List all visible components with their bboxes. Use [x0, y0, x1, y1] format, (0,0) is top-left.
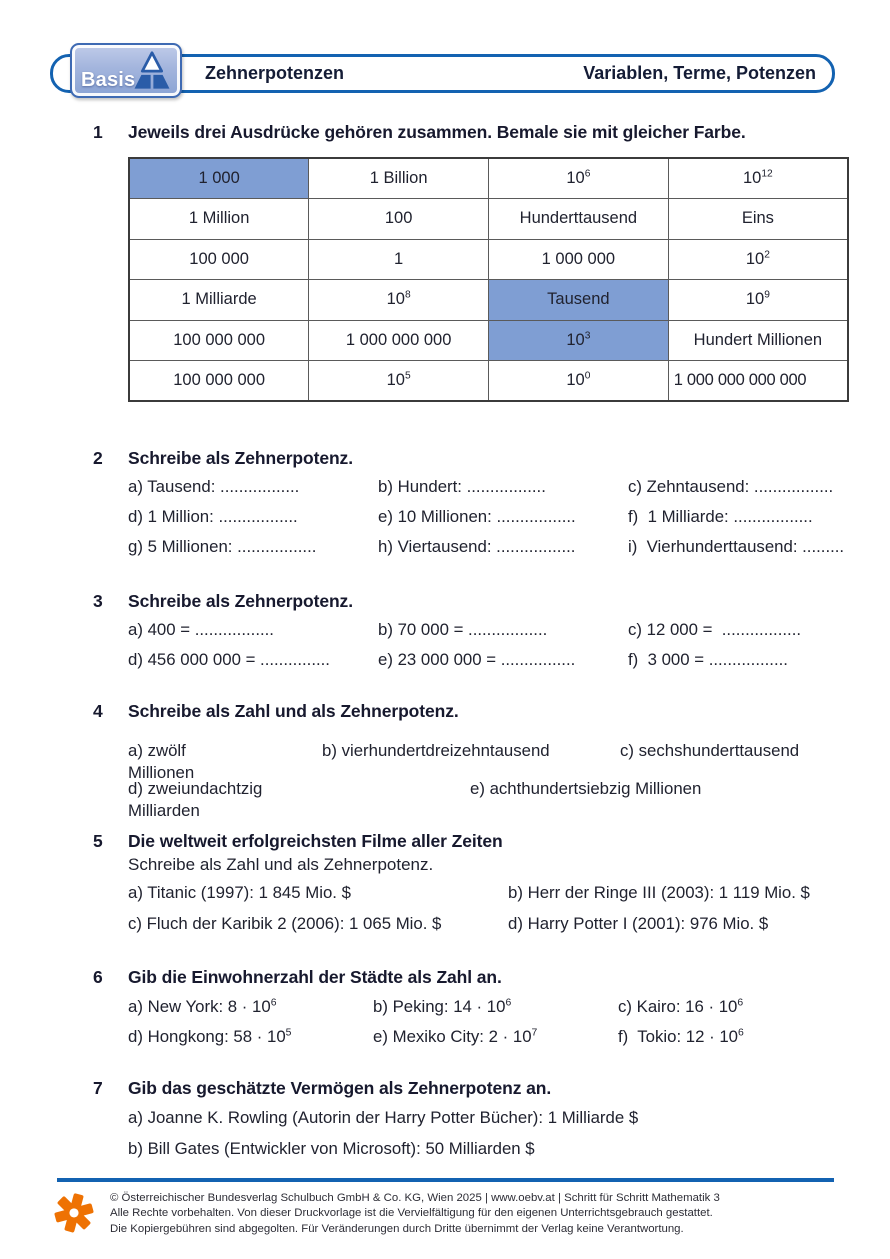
- exercise-item: c) sechshunderttausend: [620, 741, 800, 760]
- exercise-row: [128, 997, 743, 1017]
- exercise-row: [128, 537, 844, 557]
- table-cell: $10^9$: [668, 280, 848, 321]
- pyramid-icon: [129, 50, 175, 96]
- exercise-item: a) Joanne K. Rowling (Autorin der Harry Potter Bücher): 1 Milliarde $: [128, 1108, 639, 1127]
- exercise-row: [128, 914, 768, 934]
- task-number: 4: [93, 701, 103, 721]
- exercise-item: b) Herr der Ringe III (2003): 1 119 Mio. $: [508, 883, 810, 902]
- table-cell: 100 000: [129, 239, 309, 280]
- oebv-asterisk-logo-icon: [52, 1189, 96, 1235]
- table-cell: 1: [309, 239, 489, 280]
- table-cell: 100: [309, 199, 489, 240]
- exercise-item: d) 1 Million: .................: [128, 507, 298, 526]
- table-cell: 100 000 000: [129, 320, 309, 361]
- exercise-item: a) 400 = .................: [128, 620, 274, 639]
- table-cell: Eins: [668, 199, 848, 240]
- footer-line: © Österreichischer Bundesverlag Schulbuch GmbH & Co. KG, Wien 2025 | www.oebv.at | Schritt für Schritt Mathematik 3: [110, 1192, 720, 1204]
- task-number: 6: [93, 967, 103, 987]
- table-cell: $10^0$: [489, 361, 669, 402]
- footer-copyright: [110, 1191, 720, 1237]
- exercise-row: [128, 779, 701, 799]
- table-row: [129, 361, 848, 402]
- task-number: 5: [93, 831, 103, 851]
- exercise-item: g) 5 Millionen: .................: [128, 537, 317, 556]
- exercise-item-wrap: Milliarden: [128, 801, 200, 820]
- exercise-row: [128, 650, 788, 670]
- task-number: 1: [93, 122, 103, 142]
- exercise-item: a) New York: $8 \cdot 10^6$: [128, 997, 277, 1016]
- task-title: Schreibe als Zehnerpotenz.: [128, 448, 353, 468]
- table-cell: 1 000 000 000 000: [668, 361, 848, 402]
- exercise-item: d) zweiundachtzig: [128, 779, 263, 798]
- exercise-item: c) Fluch der Karibik 2 (2006): 1 065 Mio. $: [128, 914, 442, 933]
- exercise-row: [128, 620, 801, 640]
- exercise-item-wrap: Millionen: [128, 763, 195, 782]
- table-row: [129, 158, 848, 199]
- exercise-item: a) Titanic (1997): 1 845 Mio. $: [128, 883, 351, 902]
- table-row: [129, 239, 848, 280]
- exercise-item: e) achthundertsiebzig Millionen: [470, 779, 702, 798]
- exercise-item: d) Hongkong: $58 \cdot 10^5$: [128, 1027, 292, 1046]
- table-cell: 1 Million: [129, 199, 309, 240]
- table-cell: Tausend: [489, 280, 669, 321]
- exercise-row: [128, 507, 813, 527]
- table-cell: 100 000 000: [129, 361, 309, 402]
- task-number: 3: [93, 591, 103, 611]
- task-title: Gib das geschätzte Vermögen als Zehnerpotenz an.: [128, 1078, 552, 1098]
- exercise-item: a) zwölf: [128, 741, 186, 760]
- table-cell: 1 Billion: [309, 158, 489, 199]
- exercise-item: a) Tausend: .................: [128, 477, 300, 496]
- chapter-title: Variablen, Terme, Potenzen: [583, 63, 816, 83]
- table-cell: $10^6$: [489, 158, 669, 199]
- table-row: [129, 199, 848, 240]
- table-row: [129, 280, 848, 321]
- basis-badge: [70, 43, 182, 98]
- exercise-row: [128, 883, 810, 903]
- exercise-item: h) Viertausend: .................: [378, 537, 576, 556]
- exercise-item: e) Mexiko City: $2 \cdot 10^7$: [373, 1027, 538, 1046]
- task-title: Schreibe als Zehnerpotenz.: [128, 591, 353, 611]
- exercise-item: b) Peking: $14 \cdot 10^6$: [373, 997, 512, 1016]
- exercise-item: f) Tokio: $12 \cdot 10^6$: [618, 1027, 744, 1046]
- table-cell: 1 000 000 000: [309, 320, 489, 361]
- exercise-item: b) 70 000 = .................: [378, 620, 548, 639]
- table-cell: $10^2$: [668, 239, 848, 280]
- task-title: Jeweils drei Ausdrücke gehören zusammen. Bemale sie mit gleicher Farbe.: [128, 122, 746, 142]
- footer-divider: [57, 1178, 834, 1182]
- exercise-item: c) Zehntausend: .................: [628, 477, 834, 496]
- exercise-item: f) 1 Milliarde: .................: [628, 507, 813, 526]
- table-cell: Hunderttausend: [489, 199, 669, 240]
- exercise-row: [128, 1027, 744, 1047]
- exercise-item: b) vierhundertdreizehntausend: [322, 741, 550, 760]
- page-title: Zehnerpotenzen: [205, 63, 345, 83]
- table-cell: $10^3$: [489, 320, 669, 361]
- task-subtitle: Schreibe als Zahl und als Zehnerpotenz.: [128, 855, 434, 874]
- task-number: 7: [93, 1078, 103, 1098]
- exercise-item: i) Vierhunderttausend: .........: [628, 537, 845, 556]
- exercise-item: b) Hundert: .................: [378, 477, 546, 496]
- exercise-item: f) 3 000 = .................: [628, 650, 788, 669]
- table-cell: Hundert Millionen: [668, 320, 848, 361]
- exercise-item: e) 23 000 000 = ................: [378, 650, 576, 669]
- task-title: Gib die Einwohnerzahl der Städte als Zahl an.: [128, 967, 502, 987]
- task-number: 2: [93, 448, 103, 468]
- exercise-item: e) 10 Millionen: .................: [378, 507, 576, 526]
- exercise-item: d) Harry Potter I (2001): 976 Mio. $: [508, 914, 769, 933]
- exercise-item: c) 12 000 = .................: [628, 620, 802, 639]
- table-cell: 1 000 000: [489, 239, 669, 280]
- table-row: [129, 320, 848, 361]
- exercise-item: d) 456 000 000 = ...............: [128, 650, 330, 669]
- table-cell: $10^8$: [309, 280, 489, 321]
- badge-label: Basis: [81, 69, 136, 91]
- footer-line: Alle Rechte vorbehalten. Von dieser Druckvorlage ist die Vervielfältigung für den eigenen Unterrichtsgebrauch gestattet.: [110, 1207, 713, 1220]
- footer-line: Die Kopiergebühren sind abgegolten. Für Veränderungen durch Dritte übernimmt der Verlag keine Verantwortung.: [110, 1222, 684, 1235]
- table-cell: $10^{12}$: [668, 158, 848, 199]
- exercise-item: c) Kairo: $16 \cdot 10^6$: [618, 997, 744, 1016]
- exercise-row: [128, 477, 833, 497]
- table-cell: $10^5$: [309, 361, 489, 402]
- task-title: Die weltweit erfolgreichsten Filme aller Zeiten: [128, 831, 503, 851]
- expression-table: [128, 157, 849, 402]
- exercise-item: b) Bill Gates (Entwickler von Microsoft): 50 Milliarden $: [128, 1139, 535, 1158]
- table-cell: 1 Milliarde: [129, 280, 309, 321]
- exercise-row: [128, 741, 799, 761]
- table-cell: 1 000: [129, 158, 309, 199]
- task-title: Schreibe als Zahl und als Zehnerpotenz.: [128, 701, 459, 721]
